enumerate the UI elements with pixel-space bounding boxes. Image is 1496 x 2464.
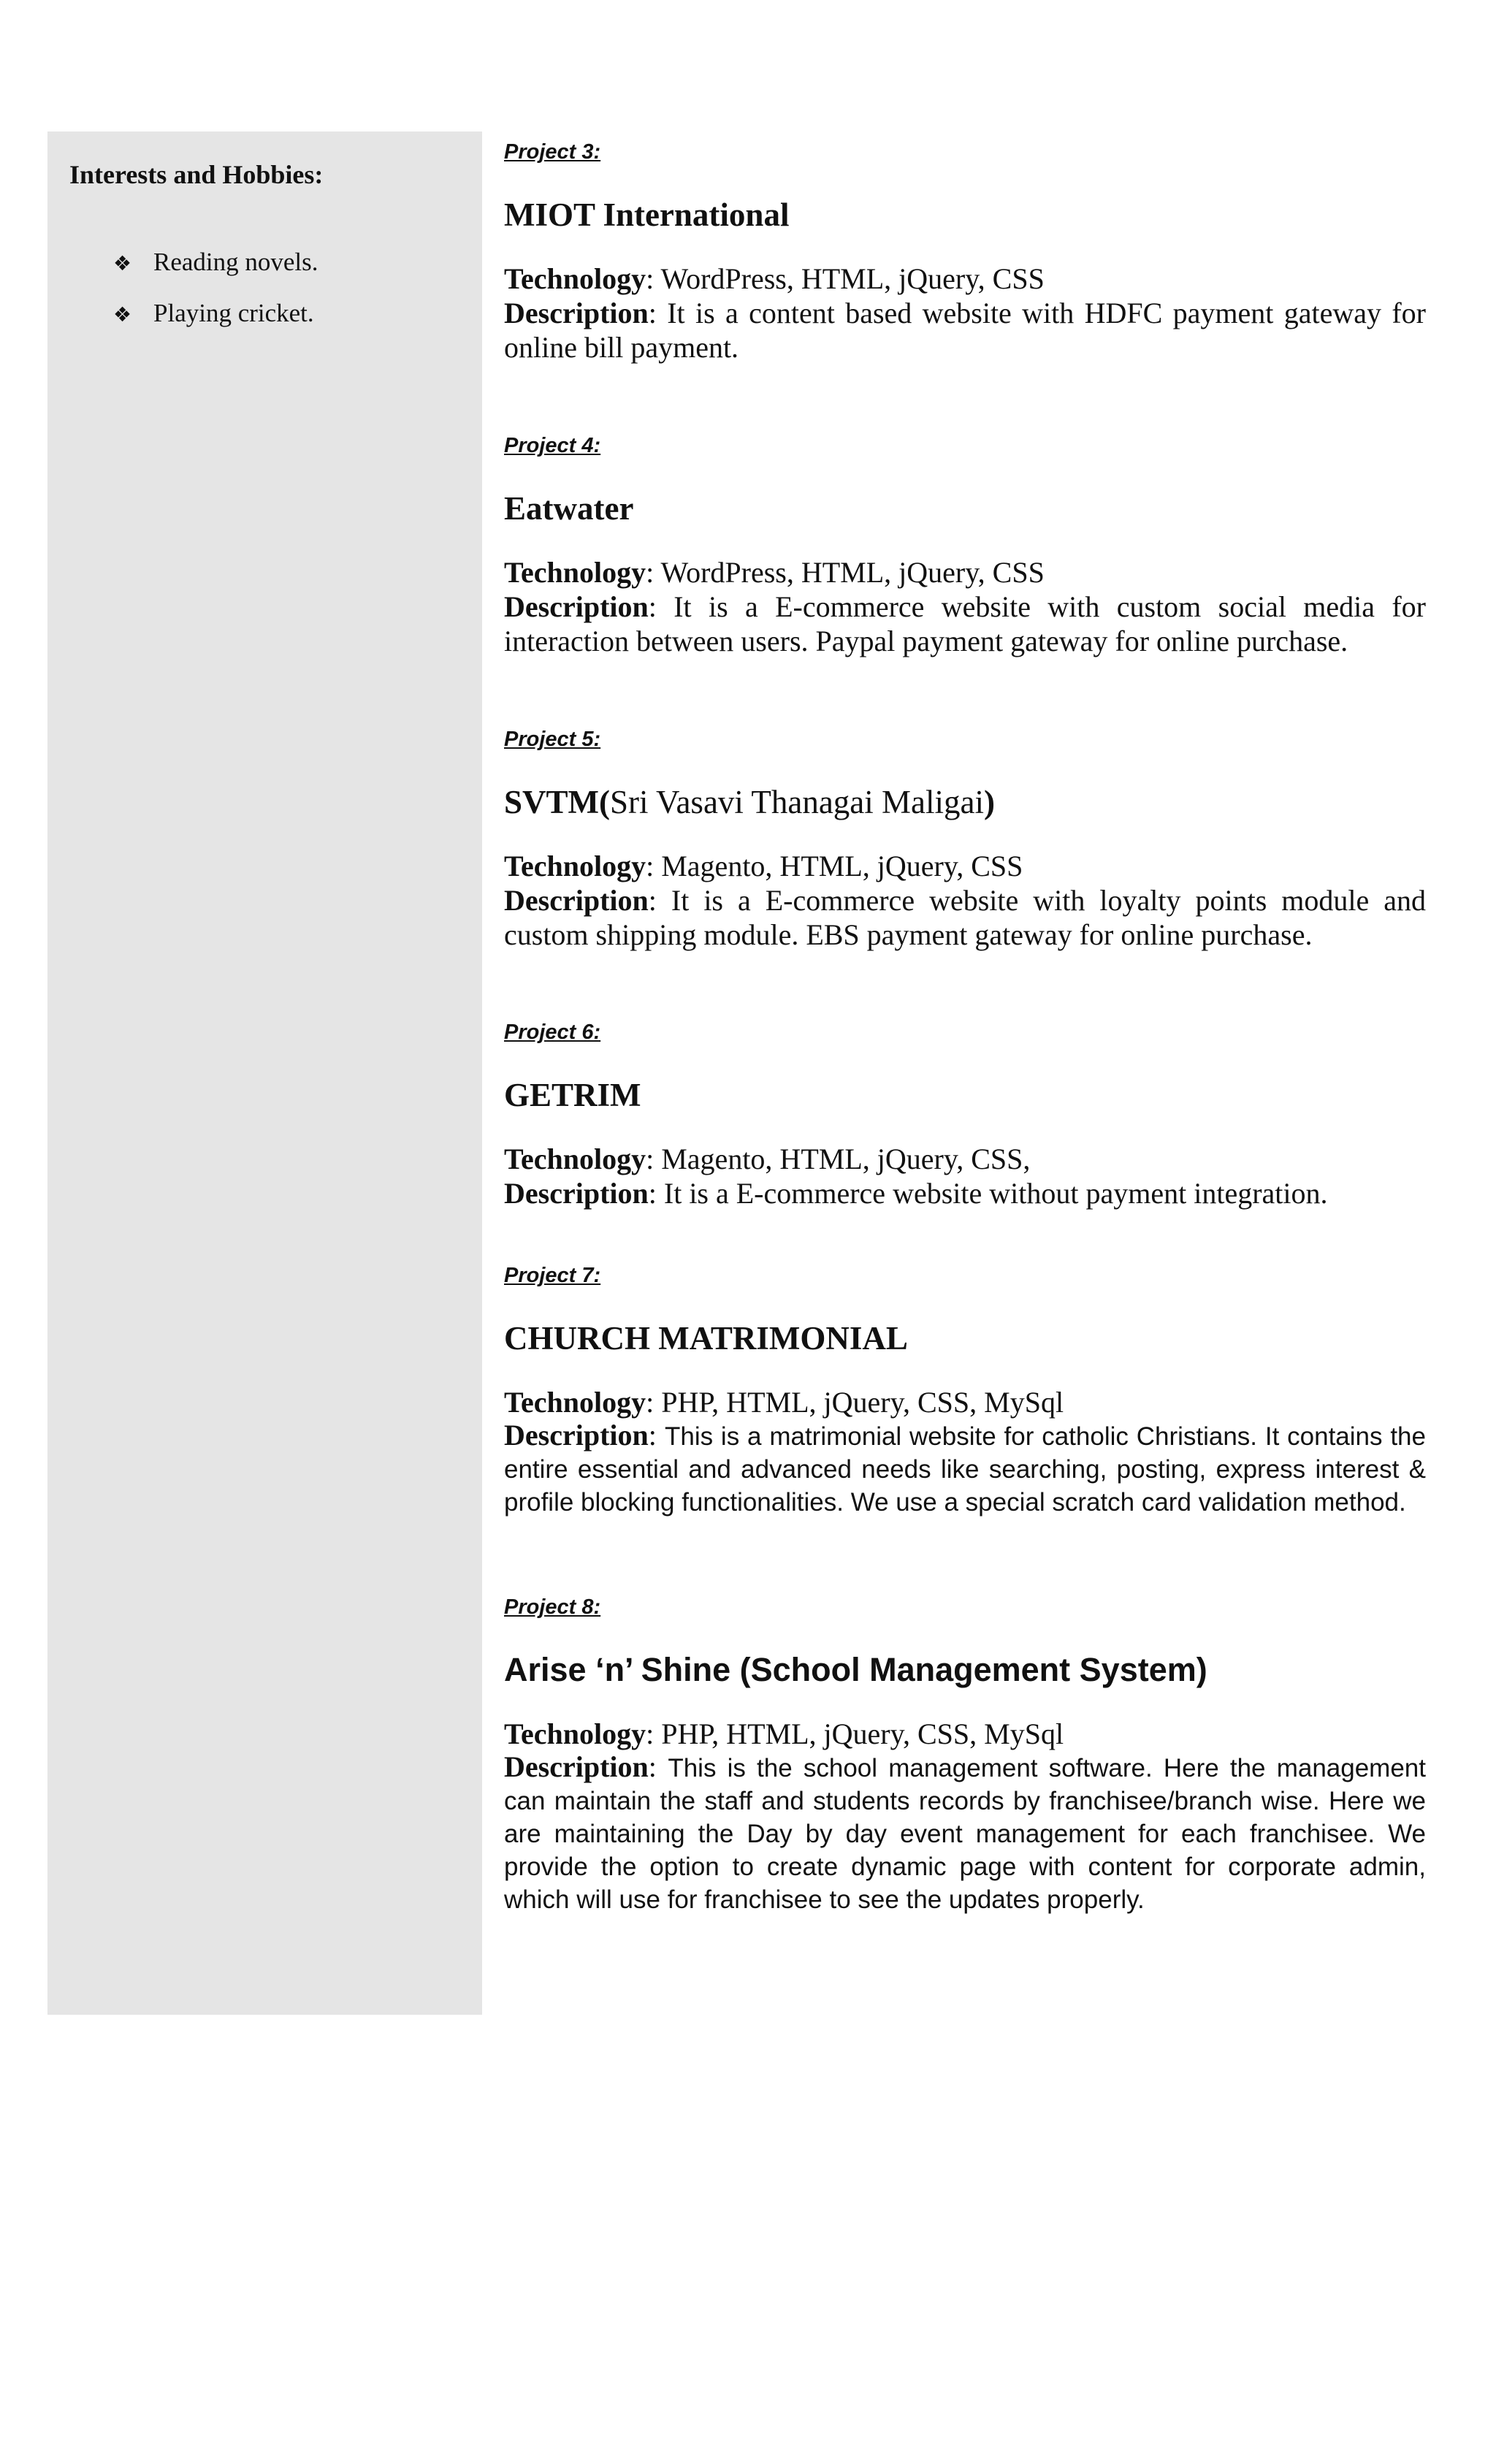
project-3 xyxy=(504,137,1426,365)
description-text: : It is a content based website with HDFC payment gateway for online bill payment. xyxy=(504,297,1426,364)
sidebar-title: Interests and Hobbies: xyxy=(69,160,324,189)
project-label: Project 8: xyxy=(504,1595,601,1619)
project-technology xyxy=(504,262,1426,296)
technology-value: : WordPress, HTML, jQuery, CSS xyxy=(646,262,1045,295)
description-text: : It is a E-commerce website without payment integration. xyxy=(648,1177,1328,1210)
project-label: Project 4: xyxy=(504,434,601,457)
project-4 xyxy=(504,431,1426,658)
hobby-list xyxy=(113,237,318,339)
project-7 xyxy=(504,1261,1426,1518)
technology-value: : Magento, HTML, jQuery, CSS, xyxy=(646,1143,1031,1175)
project-label: Project 7: xyxy=(504,1264,601,1287)
technology-label: Technology xyxy=(504,1386,646,1419)
project-description xyxy=(504,883,1426,952)
description-label: Description xyxy=(504,1177,649,1210)
project-6 xyxy=(504,1018,1426,1210)
description-text: : It is a E-commerce website with custom social media for interaction between users. Paypal payment gateway for online purchase. xyxy=(504,590,1426,657)
technology-value: : Magento, HTML, jQuery, CSS xyxy=(646,850,1023,882)
project-label: Project 6: xyxy=(504,1021,601,1044)
project-technology xyxy=(504,1385,1426,1419)
project-name-abbr: SVTM( xyxy=(504,784,610,820)
project-description xyxy=(504,296,1426,365)
technology-value: : PHP, HTML, jQuery, CSS, MySql xyxy=(646,1717,1064,1750)
technology-label: Technology xyxy=(504,262,646,295)
project-name-full: Sri Vasavi Thanagai Maligai xyxy=(610,784,984,820)
technology-label: Technology xyxy=(504,556,646,589)
description-text: This is the school management software. Here the management can maintain the staff and students records by franchisee/branch wise. Here we are maintaining the Day by day event management for each franchisee. We provide the option to create dynamic page with content for corporate admin, which will use for franchisee to see the updates properly. xyxy=(504,1754,1426,1914)
description-text: This is a matrimonial website for catholic Christians. It contains the entire essential and advanced needs like searching, posting, express interest & profile blocking functionalities. We use a special scratch card validation method. xyxy=(504,1422,1426,1517)
project-name: GETRIM xyxy=(504,1077,641,1113)
hobby-text: Playing cricket. xyxy=(153,299,314,327)
description-label: Description xyxy=(504,1419,649,1452)
list-item xyxy=(113,288,318,339)
diamond-bullet-icon: ❖ xyxy=(113,251,132,275)
technology-label: Technology xyxy=(504,1143,646,1175)
diamond-bullet-icon: ❖ xyxy=(113,302,132,327)
technology-value: : WordPress, HTML, jQuery, CSS xyxy=(646,556,1045,589)
project-name-close: ) xyxy=(984,784,995,820)
project-5 xyxy=(504,725,1426,952)
list-item xyxy=(113,237,318,288)
hobby-text: Reading novels. xyxy=(153,248,318,276)
technology-label: Technology xyxy=(504,850,646,882)
project-description xyxy=(504,1751,1426,1915)
project-description xyxy=(504,1176,1426,1210)
project-name xyxy=(504,782,1426,823)
project-name: Arise ‘n’ Shine (School Management System) xyxy=(504,1651,1207,1688)
description-label: Description xyxy=(504,297,649,329)
description-label: Description xyxy=(504,884,649,917)
sidebar-interests xyxy=(47,131,482,2015)
project-label: Project 3: xyxy=(504,140,601,164)
description-text: : It is a E-commerce website with loyalty points module and custom shipping module. EBS payment gateway for online purchase. xyxy=(504,884,1426,951)
project-technology xyxy=(504,849,1426,883)
description-colon: : xyxy=(648,1419,665,1452)
project-name: MIOT International xyxy=(504,197,790,233)
project-description xyxy=(504,590,1426,658)
project-technology xyxy=(504,555,1426,590)
description-label: Description xyxy=(504,1750,649,1783)
project-technology xyxy=(504,1717,1426,1751)
project-description xyxy=(504,1419,1426,1518)
project-8 xyxy=(504,1593,1426,1915)
technology-value: : PHP, HTML, jQuery, CSS, MySql xyxy=(646,1386,1064,1419)
project-name: CHURCH MATRIMONIAL xyxy=(504,1320,908,1357)
project-technology xyxy=(504,1142,1426,1176)
project-name: Eatwater xyxy=(504,490,634,527)
project-label: Project 5: xyxy=(504,728,601,751)
description-label: Description xyxy=(504,590,649,623)
description-colon: : xyxy=(648,1750,668,1783)
technology-label: Technology xyxy=(504,1717,646,1750)
